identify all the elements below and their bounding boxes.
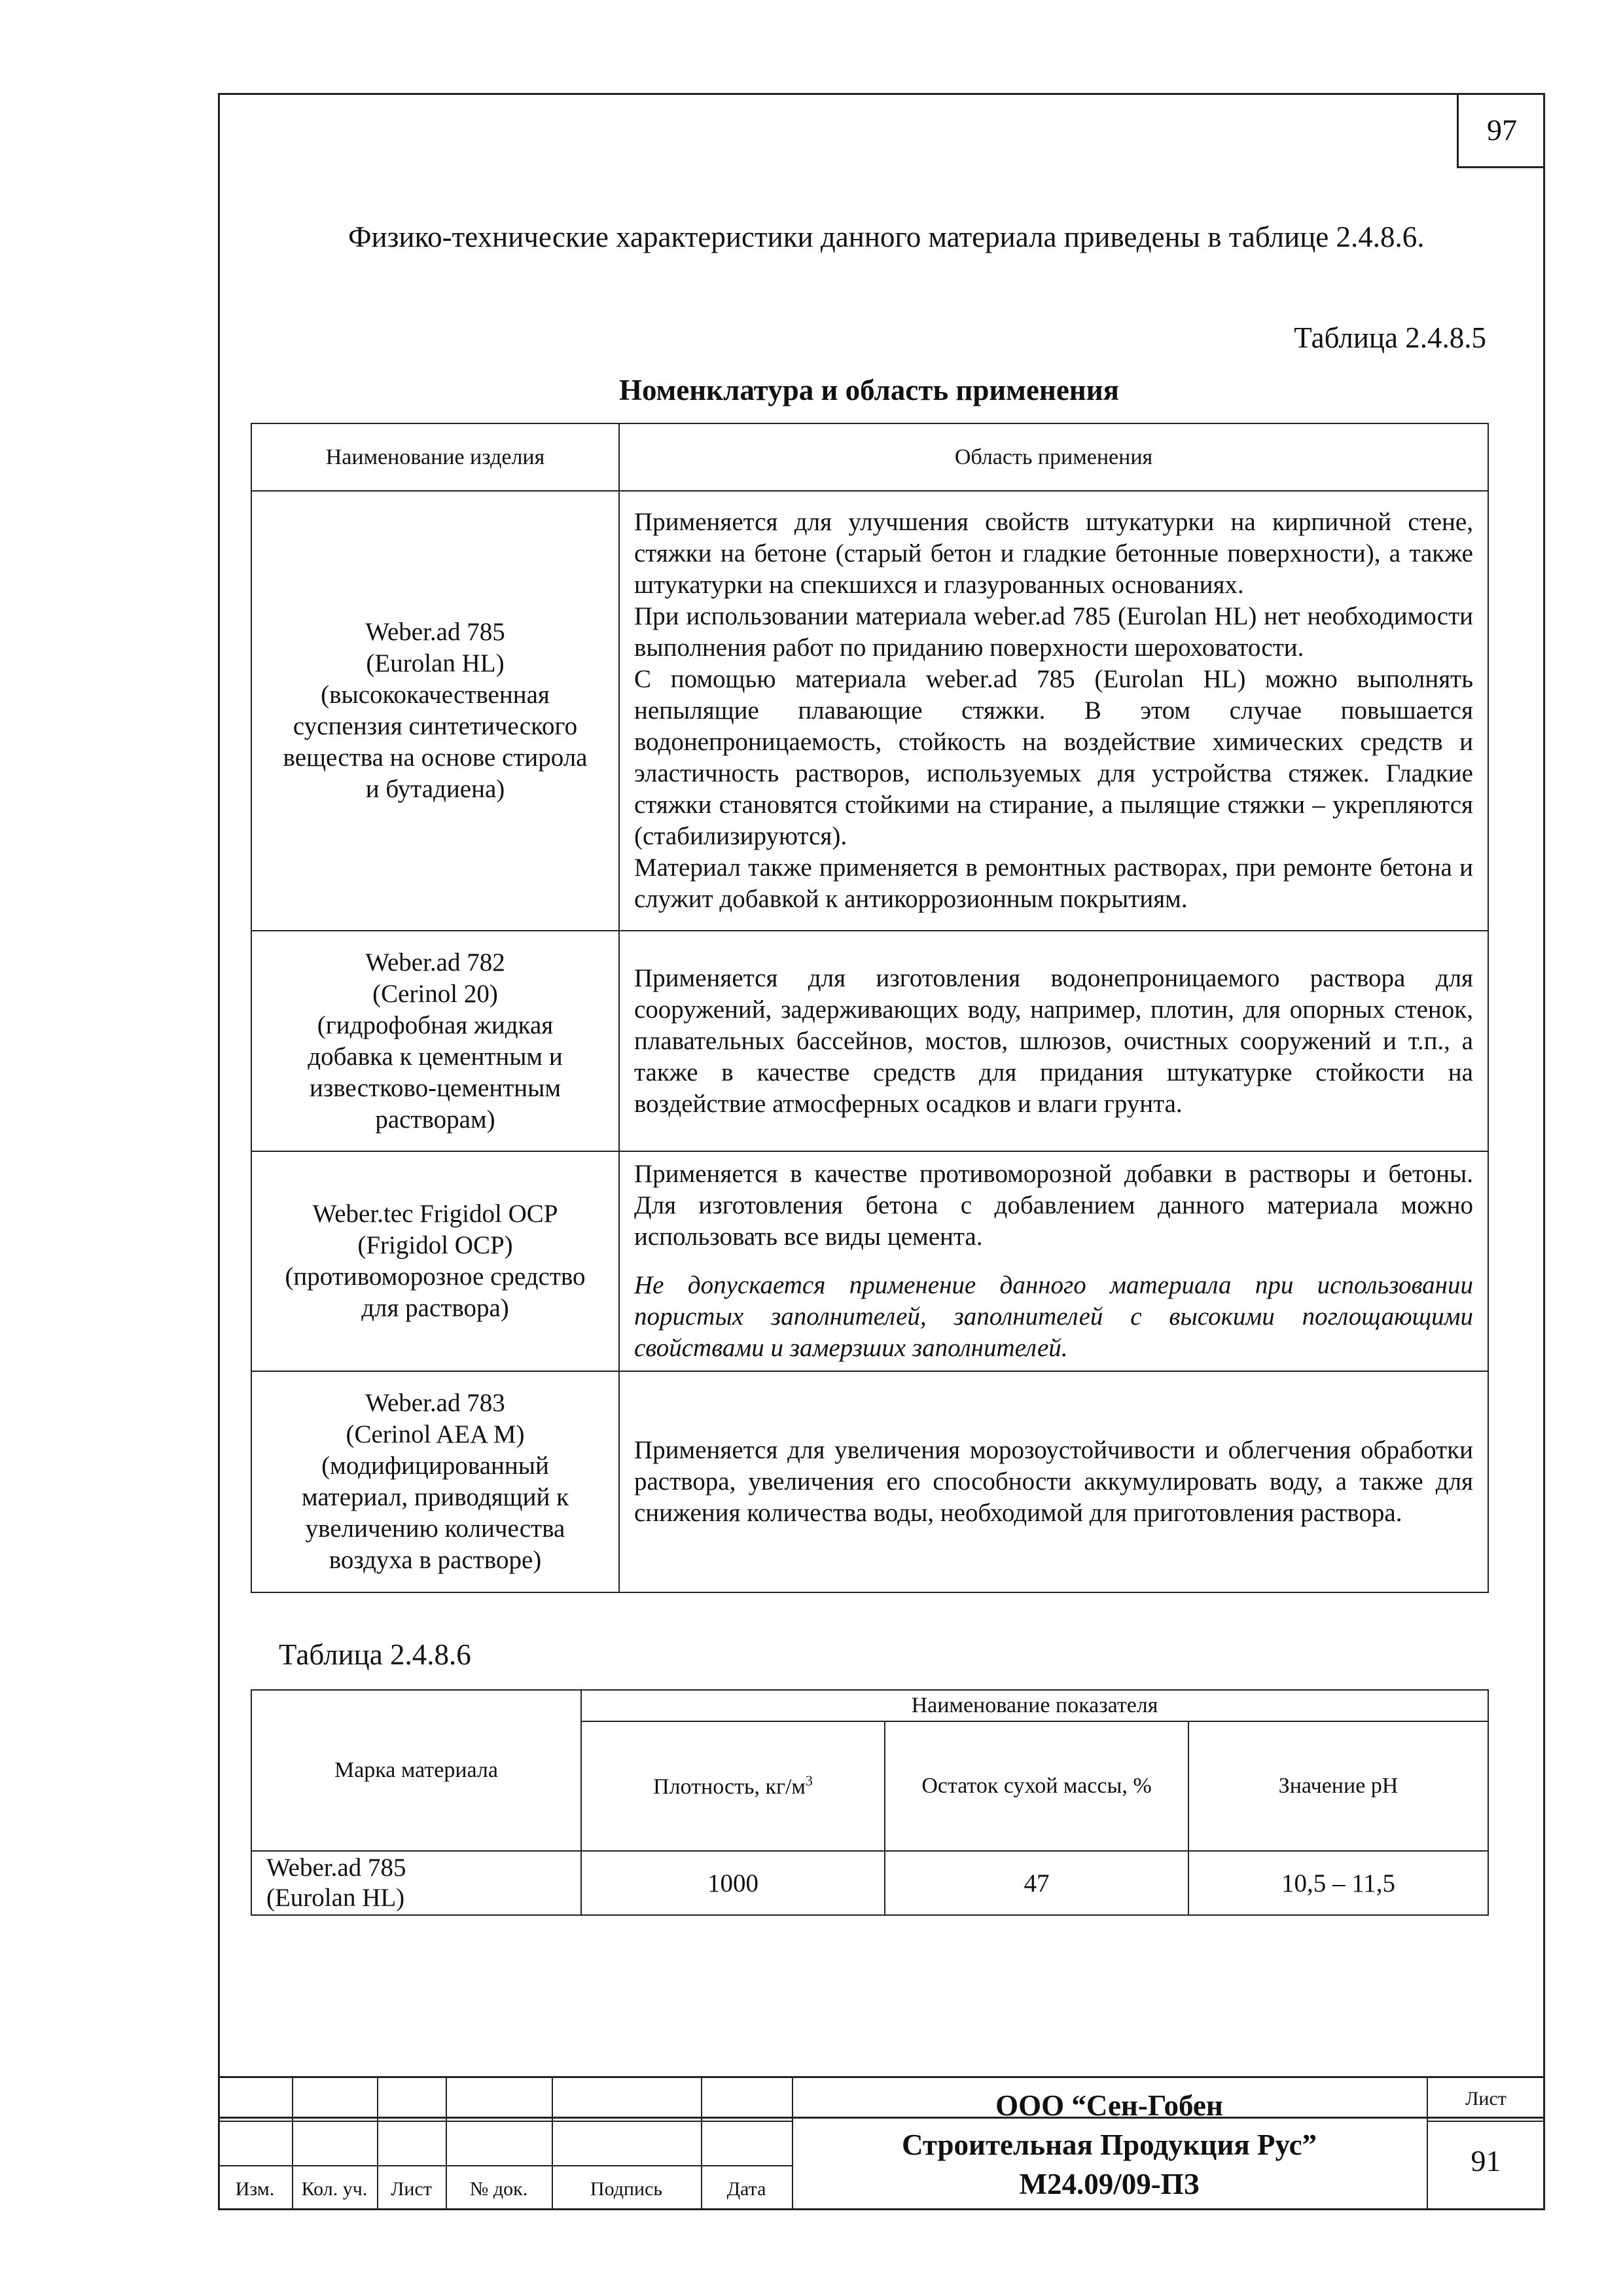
intro-paragraph: Физико-технические характеристики данного материала приведены в таблице 2.4.8.6. — [348, 221, 1425, 253]
warning-note: Не допускается применение данного материала при использовании пористых заполнителей, заполнителей с высокими поглощающими свойствами и замерзших заполнителей. — [634, 1271, 1473, 1362]
table-row — [251, 491, 1488, 931]
company-designation: ООО “Сен-Гобен Строительная Продукция Рус” М24.09/09-ПЗ — [901, 2089, 1317, 2200]
product-name-cell: Weber.ad 782 (Cerinol 20) (гидрофобная жидкая добавка к цементным и известково-цементным растворам) — [251, 931, 619, 1151]
table-header-row — [251, 423, 1488, 491]
header-dry-residue: Остаток сухой массы, % — [885, 1721, 1188, 1851]
stamp-label-date: Дата — [726, 2178, 766, 2200]
dry-residue-value: 47 — [885, 1851, 1188, 1915]
stamp-label-count: Кол. уч. — [301, 2178, 368, 2200]
brand-cell: Weber.ad 785 (Eurolan HL) — [251, 1851, 581, 1915]
nomenclature-table — [251, 423, 1489, 1593]
properties-table — [251, 1689, 1489, 1916]
table-header-row — [251, 1690, 1488, 1721]
table2-caption: Таблица 2.4.8.6 — [279, 1638, 471, 1671]
ph-value: 10,5 – 11,5 — [1188, 1851, 1488, 1915]
header-product-name: Наименование изделия — [251, 423, 619, 491]
table-row — [251, 931, 1488, 1151]
application-cell: Применяется для улучшения свойств штукатурки на кирпичной стене, стяжки на бетоне (старый бетон и гладкие бетонные поверхности), а также штукатурки на спекшихся и глазурованных основаниях. При использовании материала weber.ad 785 (Eurolan HL) нет необходимости выполнения работ по приданию поверхности шероховатости. С помощью материала weber.ad 785 (Eurolan HL) можно выполнять непылящие плавающие стяжки. В этом случае повышается водонепроницаемость, стойкость на воздействие химических средств и эластичность растворов, используемых для устройства стяжек. Гладкие стяжки становятся стойкими на стирание, а пылящие стяжки – укрепляются (стабилизируются). Материал также применяется в ремонтных растворах, при ремонте бетона и служит добавкой к антикоррозионным покрытиям. — [619, 491, 1488, 931]
header-brand: Марка материала — [251, 1690, 581, 1851]
table1-caption: Таблица 2.4.8.5 — [1294, 321, 1486, 354]
product-name-cell: Weber.ad 785 (Eurolan HL) (высококачественная суспензия синтетического вещества на основе стирола и бутадиена) — [251, 491, 619, 931]
table-row — [251, 1371, 1488, 1592]
product-name-cell: Weber.ad 783 (Cerinol AEA M) (модифицированный материал, приводящий к увеличению количества воздуха в растворе) — [251, 1371, 619, 1592]
stamp-row-line — [218, 2165, 792, 2166]
density-value: 1000 — [581, 1851, 885, 1915]
header-density: Плотность, $кг/м^3$ — [581, 1721, 885, 1851]
application-cell: Применяется для изготовления водонепроницаемого раствора для сооружений, задерживающих воду, например, плотин, для опорных стенок, плавательных бассейнов, мостов, шлюзов, очистных сооружений и т.п., а также в качестве средств для придания штукатурке стойкости на воздействие атмосферных осадков и влаги грунта. — [619, 931, 1488, 1151]
page-number: 97 — [1457, 93, 1545, 168]
stamp-row-line — [1427, 2121, 1545, 2122]
application-cell: Применяется для увеличения морозоустойчивости и облегчения обработки раствора, увеличения его способности аккумулировать воду, а также для снижения количества воды, необходимой для приготовления раствора. — [619, 1371, 1488, 1592]
stamp-label-signature: Подпись — [590, 2178, 663, 2200]
stamp-label-doc: № док. — [469, 2178, 528, 2200]
header-ph: Значение pH — [1188, 1721, 1488, 1851]
table1-title: Номенклатура и область применения — [618, 374, 1120, 406]
application-cell: Применяется в качестве противоморозной добавки в растворы и бетоны. Для изготовления бетона с добавлением данного материала можно использовать все виды цемента. Не допускается применение данного материала при использовании пористых заполнителей, заполнителей с высокими поглощающими свойствами и замерзших заполнителей. — [619, 1151, 1488, 1371]
table-row — [251, 1851, 1488, 1915]
stamp-label-change: Изм. — [235, 2178, 275, 2200]
header-application: Область применения — [619, 423, 1488, 491]
stamp-row-line — [218, 2121, 792, 2122]
sheet-number: 91 — [1471, 2144, 1501, 2178]
table-row — [251, 1151, 1488, 1371]
header-indicator-group: Наименование показателя — [581, 1690, 1488, 1721]
product-name-cell: Weber.tec Frigidol OCP (Frigidol OCP) (противоморозное средство для раствора) — [251, 1151, 619, 1371]
stamp-label-sheet: Лист — [391, 2178, 432, 2200]
sheet-label: Лист — [1465, 2088, 1507, 2109]
